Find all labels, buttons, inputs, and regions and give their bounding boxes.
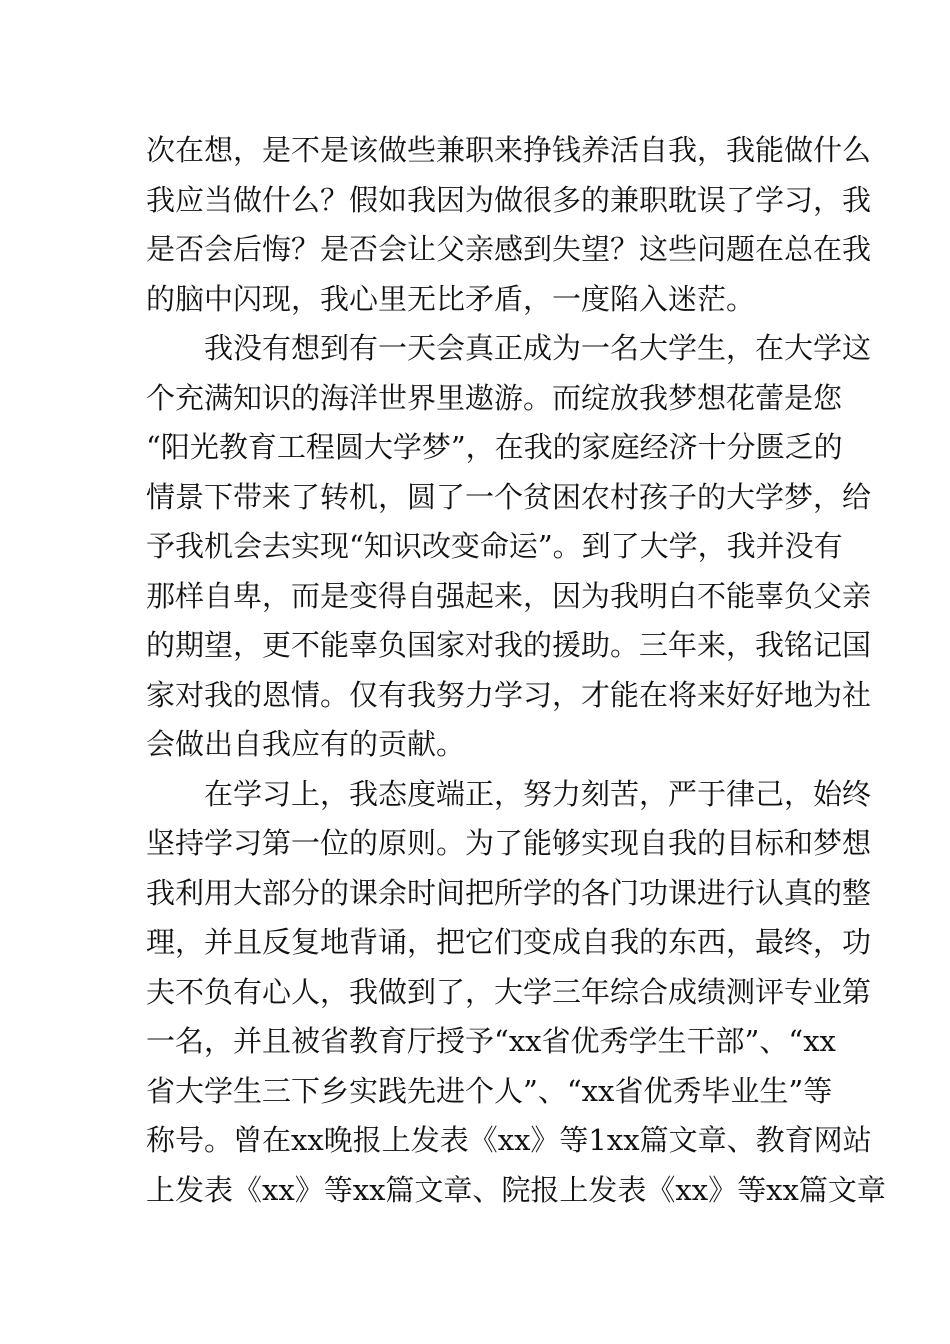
paragraph-2: [146, 324, 872, 770]
text-line: 理，并且反复地背诵，把它们变成自我的东西，最终，功: [146, 925, 872, 959]
text-line: 次在想，是不是该做些兼职来挣钱养活自我，我能做什么: [146, 133, 872, 167]
text-line: 夫不负有心人，我做到了，大学三年综合成绩测评专业第: [146, 974, 872, 1009]
paragraph-1: [146, 126, 872, 324]
text-line: 我没有想到有一天会真正成为一名大学生，在大学这: [204, 331, 872, 365]
paragraph-3: [146, 770, 886, 1216]
text-line: “阳光教育工程圆大学梦”，在我的家庭经济十分匮乏的: [146, 430, 843, 464]
text-line: 的脑中闪现，我心里无比矛盾，一度陷入迷茫。: [146, 281, 756, 316]
text-line: 会做出自我应有的贡献。: [146, 727, 466, 761]
text-line: 那样自卑，而是变得自强起来，因为我明白不能辜负父亲: [146, 578, 872, 613]
text-line: 一名，并且被省教育厅授予“xx省优秀学生干部”、“xx: [146, 1024, 836, 1058]
text-line: 予我机会去实现“知识改变命运”。到了大学，我并没有: [146, 529, 843, 563]
text-line: 称号。曾在xx晚报上发表《xx》等1xx篇文章、教育网站: [146, 1123, 872, 1157]
document-body: [146, 126, 886, 1215]
text-line: 情景下带来了转机，圆了一个贫困农村孩子的大学梦，给: [146, 479, 872, 514]
text-line: 省大学生三下乡实践先进个人”、“xx省优秀毕业生”等: [146, 1073, 833, 1108]
text-line: 上发表《xx》等xx篇文章、院报上发表《xx》等xx篇文章: [146, 1172, 886, 1207]
text-line: 我利用大部分的课余时间把所学的各门功课进行认真的整: [146, 875, 872, 910]
text-line: 在学习上，我态度端正，努力刻苦，严于律己，始终: [204, 776, 872, 811]
text-line: 的期望，更不能辜负国家对我的援助。三年来，我铭记国: [146, 628, 872, 662]
text-line: 我应当做什么？假如我因为做很多的兼职耽误了学习，我: [146, 182, 872, 217]
text-line: 个充满知识的海洋世界里遨游。而绽放我梦想花蕾是您: [146, 380, 843, 415]
text-line: 家对我的恩情。仅有我努力学习，才能在将来好好地为社: [146, 677, 872, 712]
text-line: 是否会后悔？是否会让父亲感到失望？这些问题在总在我: [146, 232, 872, 266]
text-line: 坚持学习第一位的原则。为了能够实现自我的目标和梦想: [146, 826, 872, 860]
